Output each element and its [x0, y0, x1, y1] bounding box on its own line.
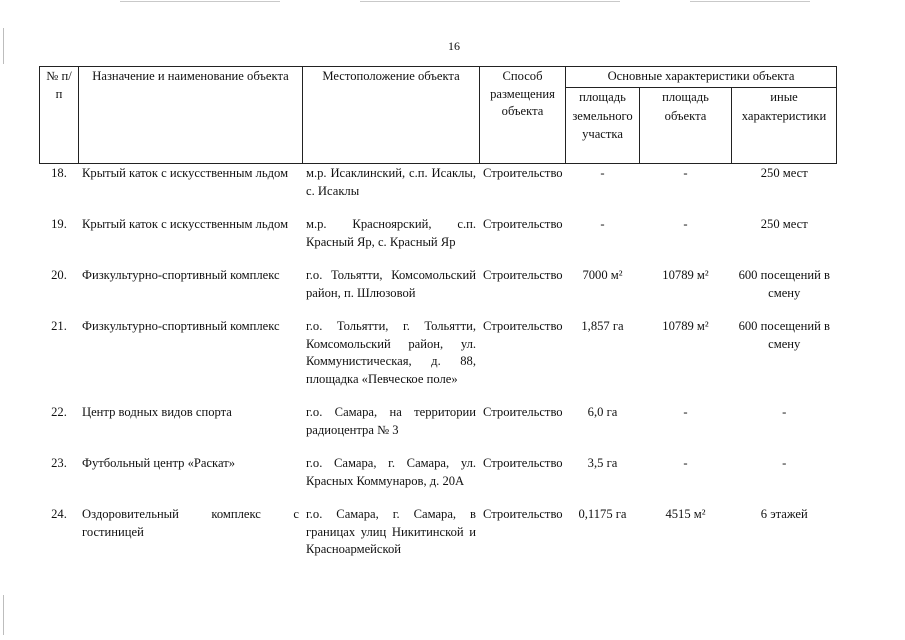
- page-number: 16: [448, 39, 460, 53]
- header-object-area: площадь объекта: [640, 88, 732, 164]
- scan-artifact-line: [690, 1, 810, 2]
- row-object-name: Физкультурно-спортивный комплекс: [82, 319, 280, 333]
- scan-artifact-line: [360, 1, 620, 2]
- row-location: м.р. Красноярский, с.п. Красный Яр, с. Красный Яр: [306, 217, 476, 249]
- header-number: № п/п: [40, 67, 79, 164]
- row-land-area: -: [600, 217, 605, 231]
- objects-table: [39, 66, 837, 575]
- row-location: г.о. Самара, на территории радиоцентра № 3: [306, 405, 476, 437]
- row-number: 19.: [51, 217, 67, 231]
- row-number: 22.: [51, 405, 67, 419]
- row-object-area: -: [683, 456, 688, 470]
- row-other: 6 этажей: [760, 507, 808, 521]
- row-land-area: -: [600, 166, 605, 180]
- row-location: г.о. Самара, г. Самара, ул. Красных Коммунаров, д. 20А: [306, 456, 476, 488]
- row-object-name: Физкультурно-спортивный комплекс: [82, 268, 280, 282]
- row-other: -: [782, 405, 787, 419]
- header-location: Местоположение объекта: [303, 67, 480, 164]
- row-location: г.о. Тольятти, Комсомольский район, п. Шлюзовой: [306, 268, 476, 300]
- row-location: г.о. Самара, г. Самара, в границах улиц Никитинской и Красноармейской: [306, 507, 476, 556]
- row-object-name: Центр водных видов спорта: [82, 405, 232, 419]
- row-object-area: 10789 м²: [662, 319, 709, 333]
- table-row: [40, 404, 837, 455]
- row-number: 24.: [51, 507, 67, 521]
- row-number: 21.: [51, 319, 67, 333]
- header-method: Способ размещения объекта: [480, 67, 566, 164]
- row-object-area: -: [683, 166, 688, 180]
- row-land-area: 7000 м²: [582, 268, 623, 282]
- scan-artifact-line: [120, 1, 280, 2]
- row-method: Строительство: [483, 319, 563, 333]
- row-method: Строительство: [483, 456, 563, 470]
- row-method: Строительство: [483, 217, 563, 231]
- table-row: [40, 506, 837, 575]
- header-land-area: площадь земельного участка: [566, 88, 640, 164]
- row-object-area: 10789 м²: [662, 268, 709, 282]
- header-other-characteristics: иные характеристики: [732, 88, 837, 164]
- row-object-name: Крытый каток с искусственным льдом: [82, 166, 289, 180]
- row-other: 250 мест: [760, 166, 808, 180]
- row-object-name: Крытый каток с искусственным льдом: [82, 217, 289, 231]
- row-land-area: 1,857 га: [581, 319, 624, 333]
- row-object-name: Оздоровительный комплекс с гостиницей: [82, 507, 299, 539]
- header-name: Назначение и наименование объекта: [79, 67, 303, 164]
- row-other: 600 посещений в смену: [738, 268, 830, 300]
- row-other: 250 мест: [760, 217, 808, 231]
- header-characteristics-group: Основные характеристики объекта: [566, 67, 837, 88]
- scan-edge-mark: [3, 595, 4, 635]
- row-location: м.р. Исаклинский, с.п. Исаклы, с. Исаклы: [306, 166, 476, 198]
- table-row: [40, 164, 837, 217]
- row-number: 18.: [51, 166, 67, 180]
- row-land-area: 3,5 га: [587, 456, 618, 470]
- table-row: [40, 318, 837, 404]
- scan-edge-mark: [3, 28, 4, 64]
- row-object-area: 4515 м²: [665, 507, 706, 521]
- row-number: 20.: [51, 268, 67, 282]
- row-location: г.о. Тольятти, г. Тольятти, Комсомольский район, ул. Коммунистическая, д. 88, площадка «Певческое поле»: [306, 319, 476, 386]
- table-row: [40, 455, 837, 506]
- row-method: Строительство: [483, 166, 563, 180]
- row-land-area: 0,1175 га: [578, 507, 627, 521]
- row-land-area: 6,0 га: [587, 405, 618, 419]
- row-other: -: [782, 456, 787, 470]
- row-object-area: -: [683, 217, 688, 231]
- row-number: 23.: [51, 456, 67, 470]
- row-method: Строительство: [483, 507, 563, 521]
- row-method: Строительство: [483, 405, 563, 419]
- table-row: [40, 267, 837, 318]
- row-object-name: Футбольный центр «Раскат»: [82, 456, 236, 470]
- table-row: [40, 216, 837, 267]
- row-object-area: -: [683, 405, 688, 419]
- row-method: Строительство: [483, 268, 563, 282]
- row-other: 600 посещений в смену: [738, 319, 830, 351]
